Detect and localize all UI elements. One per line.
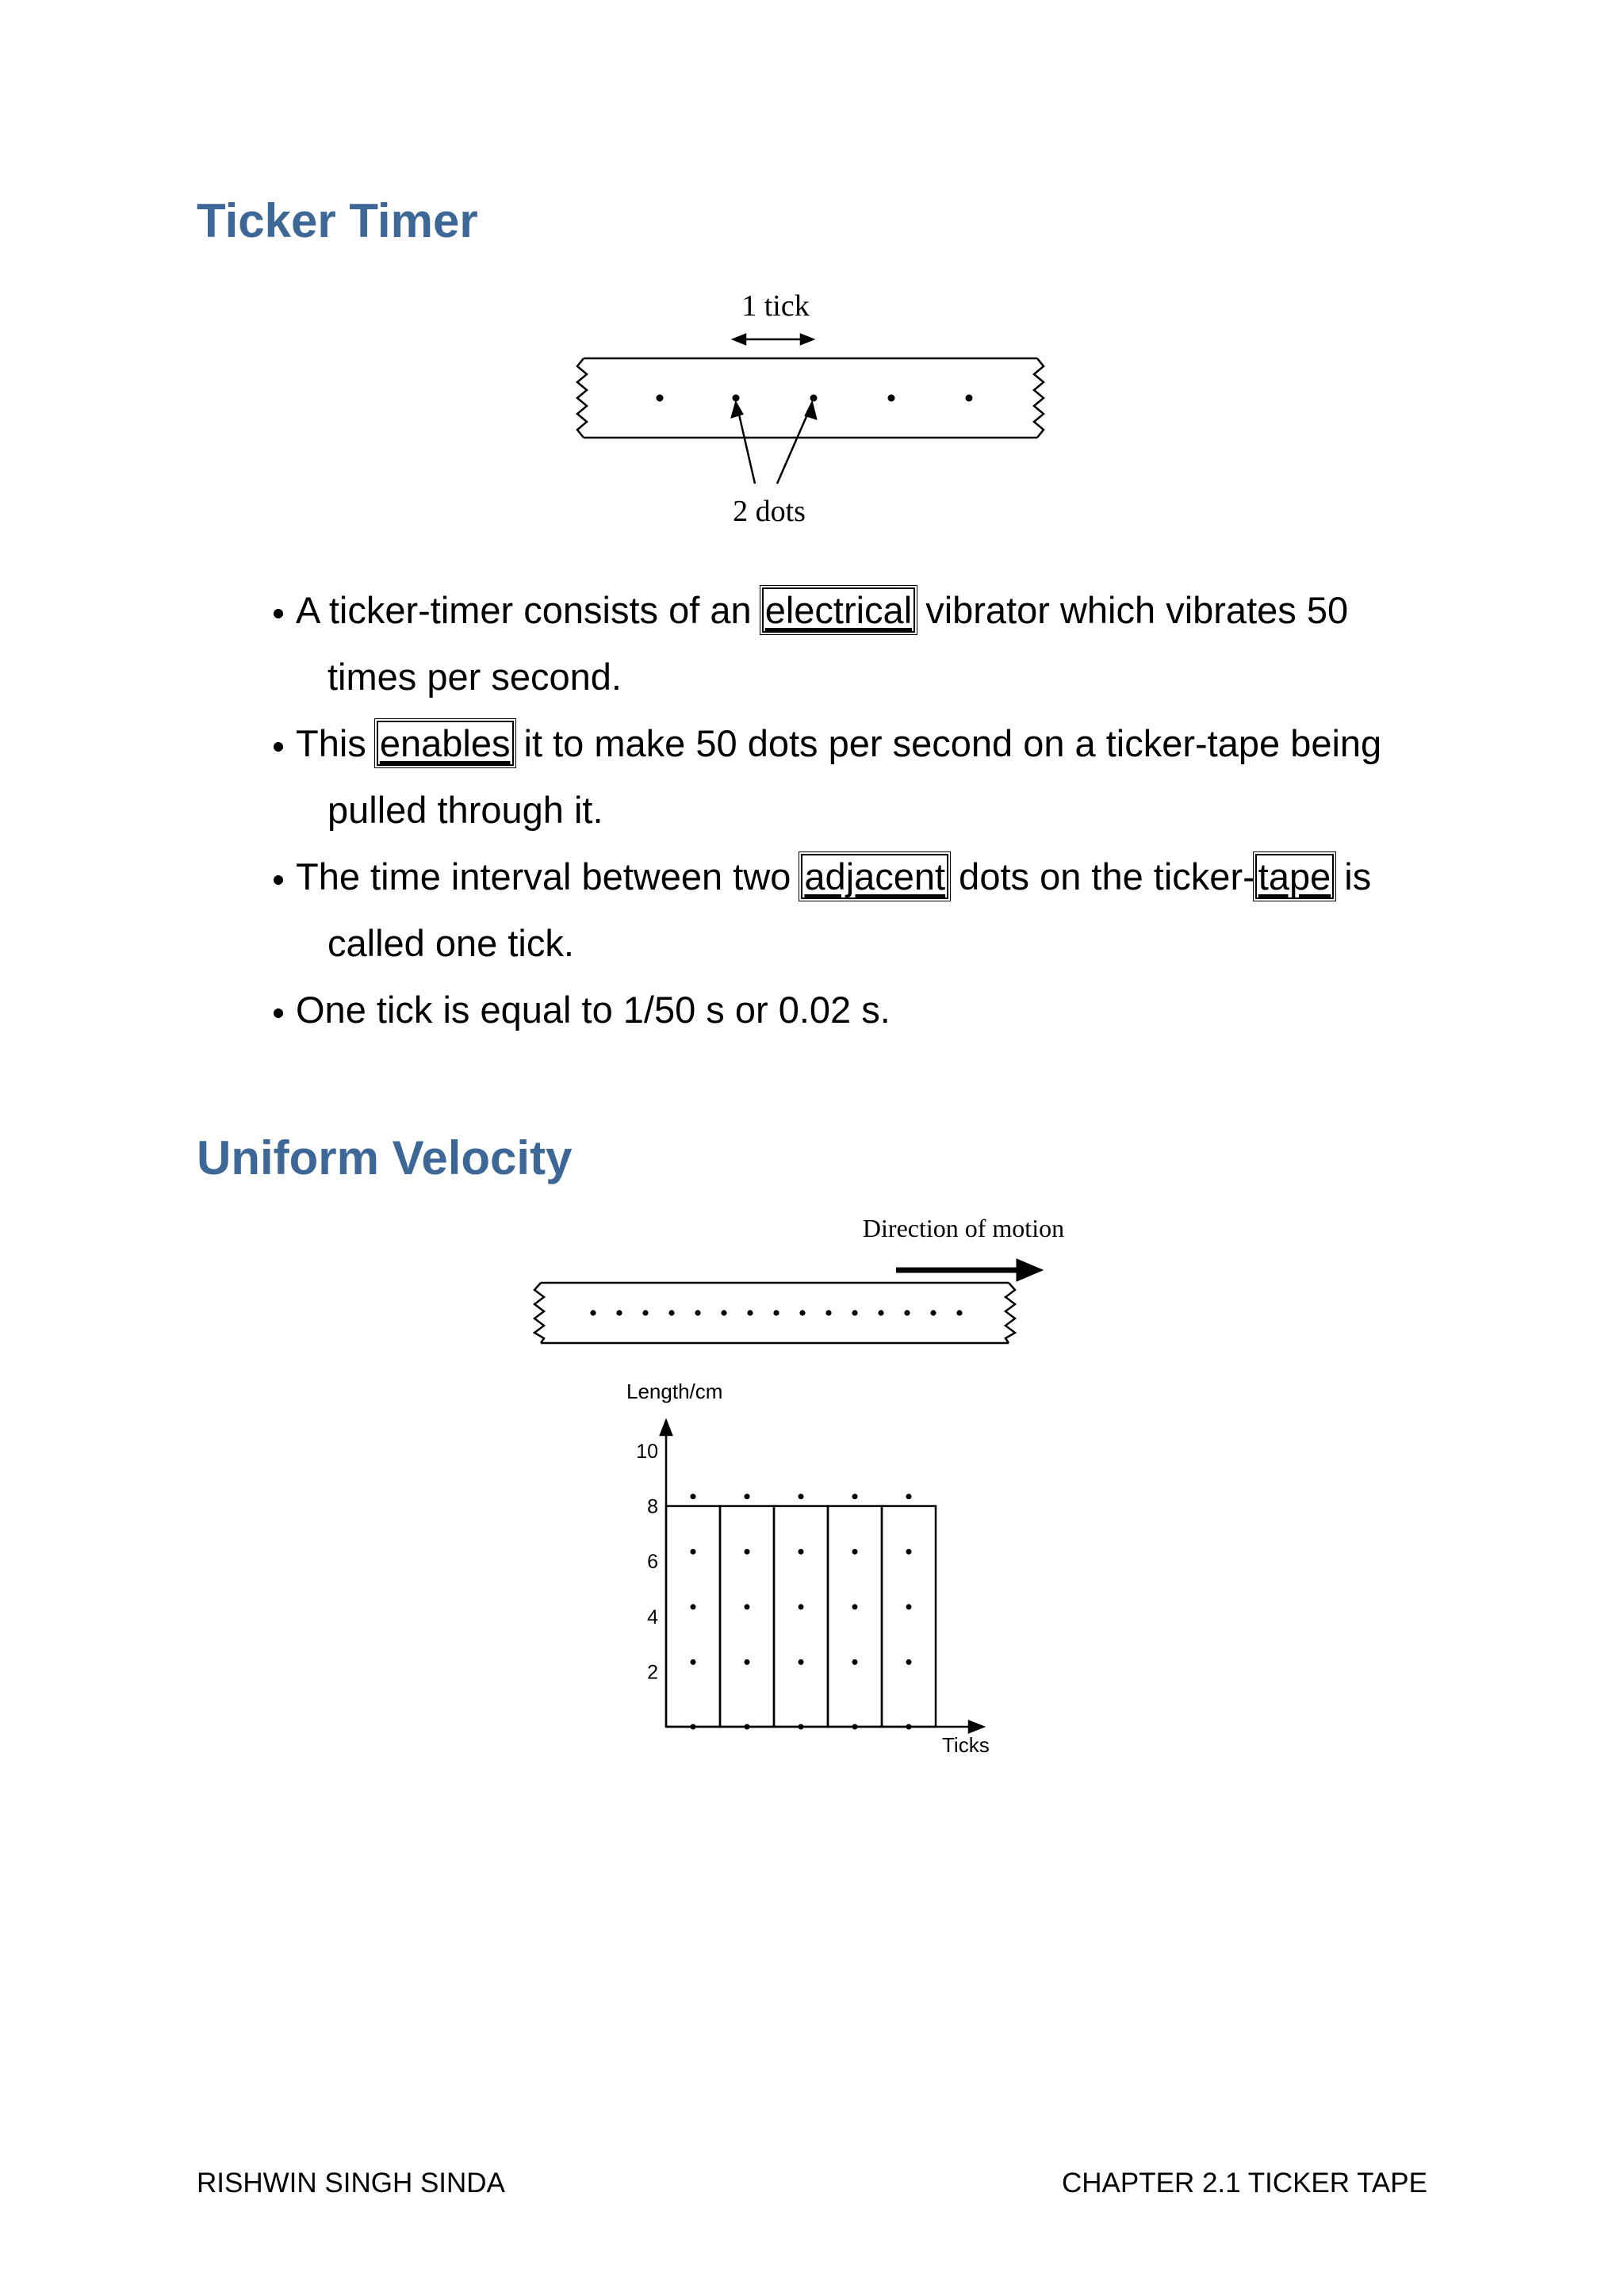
list-item: One tick is equal to 1/50 s or 0.02 s. xyxy=(274,977,1439,1043)
footer-chapter: CHAPTER 2.1 TICKER TAPE xyxy=(1062,2168,1427,2198)
tape-chart xyxy=(611,1372,1023,1760)
tape-dot xyxy=(747,1310,753,1315)
tape-dot xyxy=(691,1659,696,1665)
bullet-icon xyxy=(274,1008,283,1018)
direction-arrow-icon xyxy=(896,1259,1043,1281)
tape-dot xyxy=(852,1659,858,1665)
tape-dot xyxy=(878,1310,883,1315)
tape-dot xyxy=(668,1310,674,1315)
dots-label: 2 dots xyxy=(733,495,806,528)
tape-dots xyxy=(590,1310,962,1315)
list-item: This enables it to make 50 dots per second on a ticker-tape being pulled through it. xyxy=(274,710,1439,844)
bullet-icon xyxy=(274,875,283,885)
tape-strip-bar xyxy=(882,1506,936,1727)
bullet-icon xyxy=(274,742,283,752)
tape-dot xyxy=(852,1549,858,1555)
tape-dot xyxy=(773,1310,779,1315)
bullet-icon xyxy=(274,609,283,618)
tape-dot xyxy=(799,1549,804,1555)
tape-strip-bar xyxy=(774,1506,828,1727)
tape-dot xyxy=(691,1604,696,1609)
y-tick-label: 4 xyxy=(647,1605,658,1628)
tape-dot xyxy=(956,1310,962,1315)
boxed-word: tape xyxy=(1255,854,1334,899)
tape-dot xyxy=(852,1604,858,1609)
y-tick-label: 2 xyxy=(647,1661,658,1684)
ticker-tape-diagram xyxy=(571,285,1063,539)
y-ticks xyxy=(636,1441,658,1683)
dots-arrows xyxy=(732,403,816,484)
tape-dot xyxy=(904,1310,910,1315)
tick-label: 1 tick xyxy=(741,289,810,323)
tape-dot xyxy=(852,1310,857,1315)
y-tick-label: 8 xyxy=(647,1495,658,1518)
tape-dot xyxy=(852,1724,858,1730)
tape-dot xyxy=(906,1724,912,1730)
boxed-word: electrical xyxy=(762,587,915,633)
section-title-uniform-velocity: Uniform Velocity xyxy=(197,1131,573,1184)
tape-strip-bar xyxy=(666,1506,720,1727)
tape-dot xyxy=(691,1549,696,1555)
tape-dot xyxy=(906,1494,912,1499)
tape-dot xyxy=(745,1659,750,1665)
tape-dot xyxy=(642,1310,648,1315)
boxed-word: adjacent xyxy=(801,854,948,899)
x-axis-label: Ticks xyxy=(942,1733,990,1757)
tape-dot xyxy=(906,1604,912,1609)
tape-dots xyxy=(657,395,973,402)
tape-dot xyxy=(930,1310,936,1315)
tick-arrow xyxy=(733,335,813,344)
tape-dot xyxy=(906,1549,912,1555)
tape-dot xyxy=(799,1494,804,1499)
tape-dot xyxy=(616,1310,622,1315)
tape-dot xyxy=(852,1494,858,1499)
tape-dot xyxy=(691,1724,696,1730)
y-tick-label: 10 xyxy=(636,1441,658,1463)
list-item: A ticker-timer consists of an electrical vibrator which vibrates 50 times per second. xyxy=(274,577,1439,710)
tape-strip-bar xyxy=(720,1506,774,1727)
tape-dot xyxy=(745,1549,750,1555)
tape-dot xyxy=(799,1659,804,1665)
tape-dot xyxy=(745,1494,750,1499)
direction-label: Direction of motion xyxy=(862,1214,1065,1242)
y-tick-label: 6 xyxy=(647,1551,658,1574)
tape-dot xyxy=(695,1310,700,1315)
y-axis-label: Length/cm xyxy=(626,1380,723,1403)
uniform-tape-diagram xyxy=(523,1213,1110,1356)
tape-dot xyxy=(799,1724,804,1730)
tape-dot xyxy=(590,1310,596,1315)
tape-dot xyxy=(799,1310,805,1315)
tape-dot xyxy=(721,1310,726,1315)
section-title-ticker-timer: Ticker Timer xyxy=(197,194,478,247)
ticker-timer-bullets xyxy=(274,577,1439,1043)
tape-strips xyxy=(666,1494,936,1729)
tape-dot xyxy=(691,1494,696,1499)
tape-dot xyxy=(745,1724,750,1730)
tape-dot xyxy=(799,1604,804,1609)
tape-dot xyxy=(745,1604,750,1609)
boxed-word: enables xyxy=(377,721,514,766)
tape-dot xyxy=(825,1310,831,1315)
footer-author: RISHWIN SINGH SINDA xyxy=(197,2168,505,2198)
tape-strip-bar xyxy=(828,1506,882,1727)
tape-dot xyxy=(906,1659,912,1665)
list-item: The time interval between two adjacent dots on the ticker-tape is called one tick. xyxy=(274,844,1439,977)
